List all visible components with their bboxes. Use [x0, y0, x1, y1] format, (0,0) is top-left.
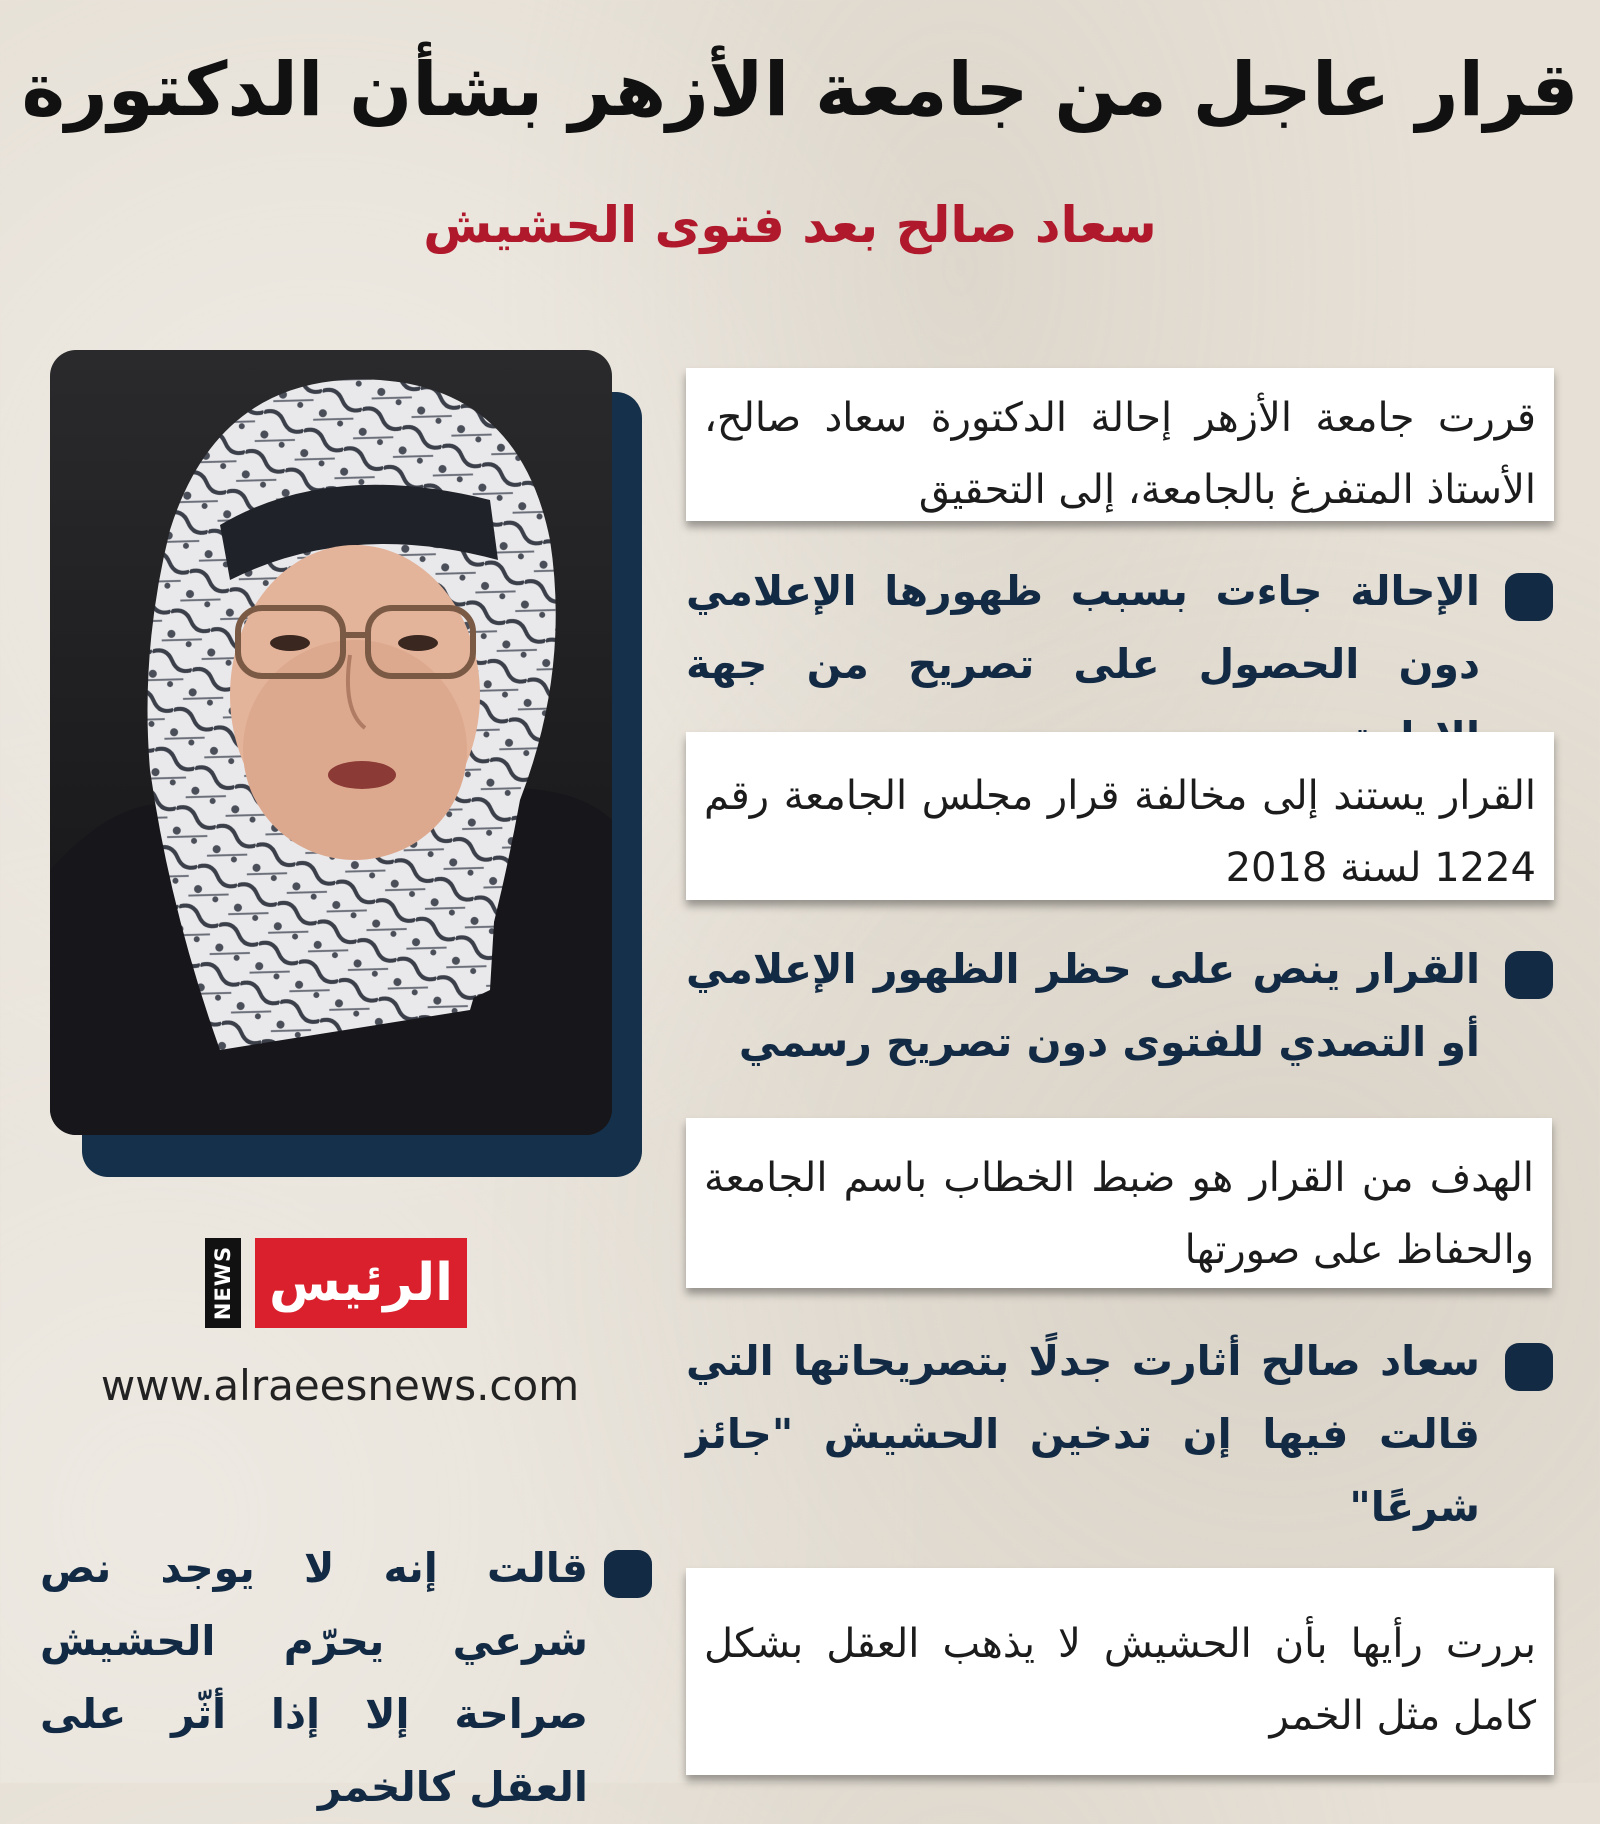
bullet-icon-2 — [1505, 573, 1553, 621]
logo-brand-name: الرئيس — [255, 1238, 467, 1328]
bullet-text-4: القرار ينص على حظر الظهور الإعلامي أو التصدي للفتوى دون تصريح رسمي — [686, 945, 1480, 1066]
page-title: قرار عاجل من جامعة الأزهر بشأن الدكتورة — [21, 47, 1579, 133]
bullet-icon-4 — [1505, 951, 1553, 999]
bullet-icon-8 — [604, 1550, 652, 1598]
bullet-icon-6 — [1505, 1343, 1553, 1391]
logo-news-tag: NEWS — [205, 1238, 241, 1328]
portrait-photo — [50, 350, 612, 1135]
fact-box-1: قررت جامعة الأزهر إحالة الدكتورة سعاد صالح، الأستاذ المتفرغ بالجامعة، إلى التحقيق — [686, 368, 1554, 521]
bullet-text-6: سعاد صالح أثارت جدلًا بتصريحاتها التي قالت فيها إن تدخين الحشيش "جائز شرعًا" — [686, 1337, 1480, 1531]
page-subtitle: سعاد صالح بعد فتوى الحشيش — [423, 196, 1157, 254]
bullet-text-2: الإحالة جاءت بسبب ظهورها الإعلامي دون الحصول على تصريح من جهة — [686, 567, 1480, 688]
website-url: www.alraeesnews.com — [100, 1361, 580, 1410]
brand-logo — [205, 1238, 467, 1328]
bullet-text-8: قالت إنه لا يوجد نص شرعي يحرّم الحشيش صراحة إلا إذا أثّر على العقل كالخمر — [40, 1544, 588, 1811]
fact-box-3: القرار يستند إلى مخالفة قرار مجلس الجامعة رقم 1224 لسنة 2018 — [686, 732, 1554, 900]
portrait-illustration — [50, 350, 612, 1135]
fact-box-5: الهدف من القرار هو ضبط الخطاب باسم الجامعة والحفاظ على صورتها — [686, 1118, 1552, 1288]
fact-box-7: بررت رأيها بأن الحشيش لا يذهب العقل بشكل كامل مثل الخمر — [686, 1568, 1554, 1775]
